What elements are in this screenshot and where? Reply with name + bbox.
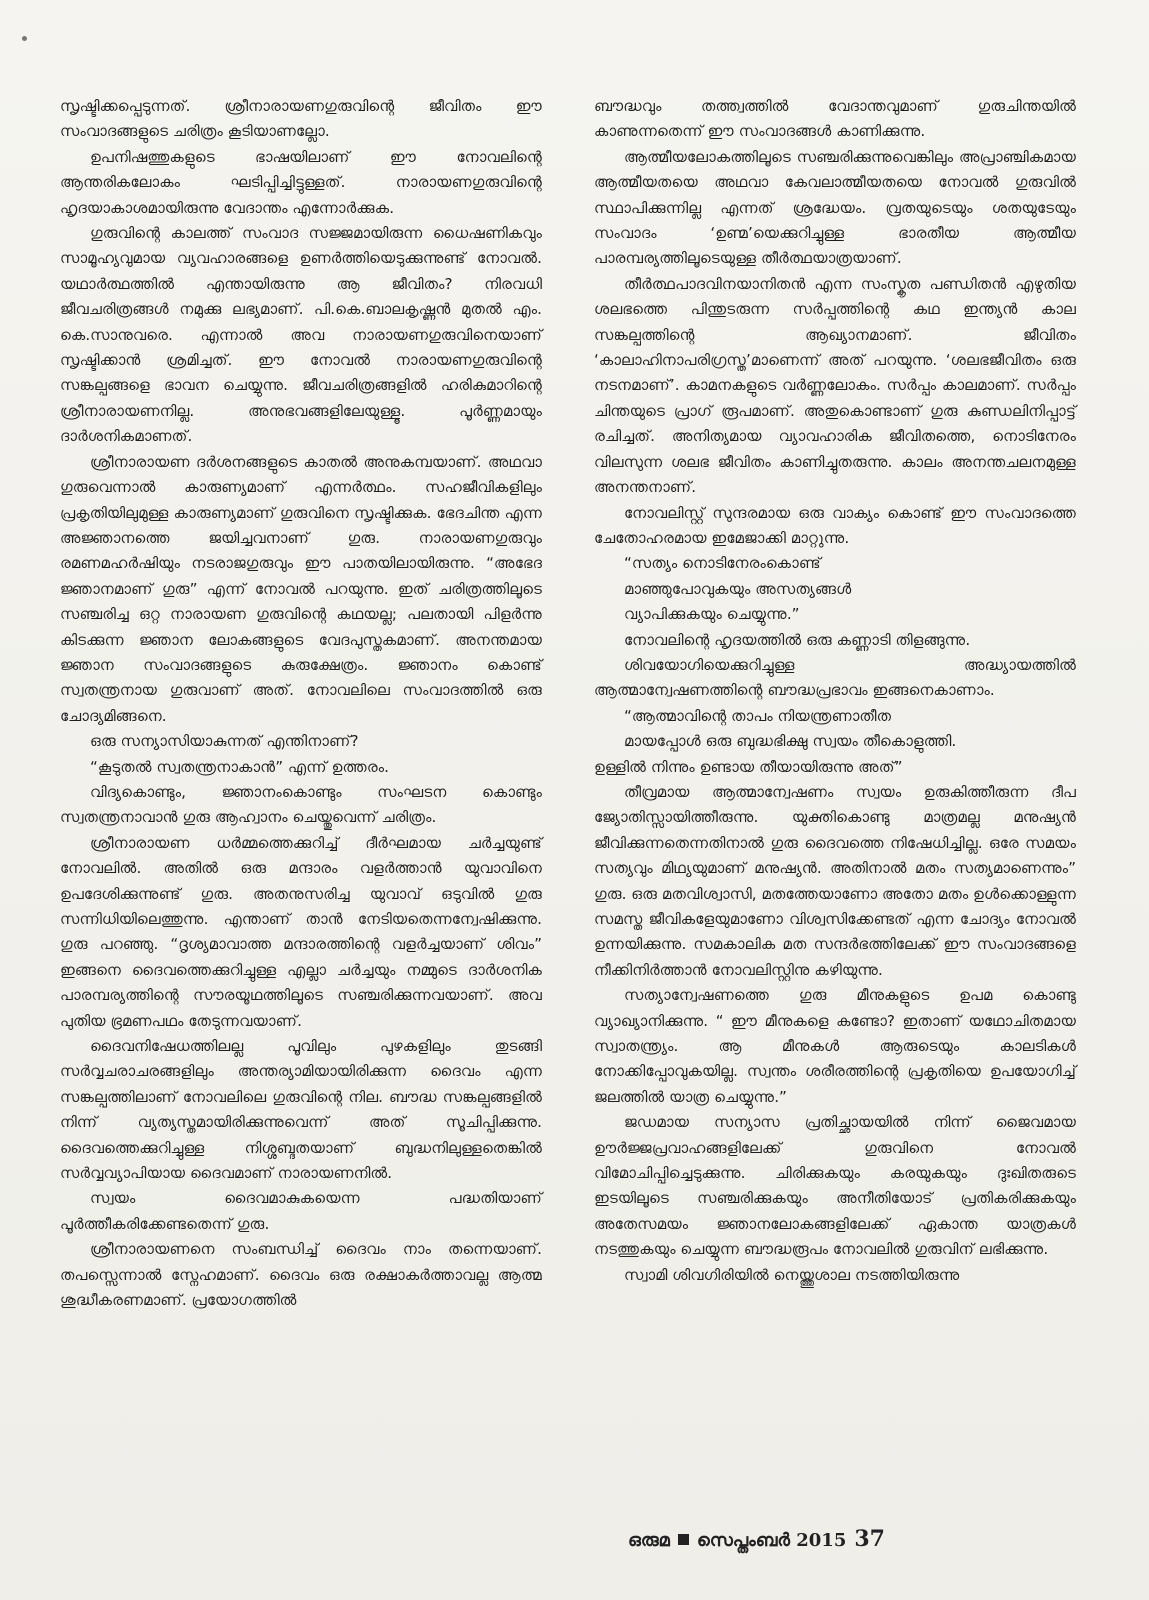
paragraph: ഗുരുവിന്റെ കാലത്ത് സംവാദ സജ്ജമായിരുന്ന ധൈഷണികവും സാമൂഹ്യവുമായ വ്യവഹാരങ്ങളെ ഉണർത്തിയെടുക്കുന്നുണ്ട് നോവൽ. യഥാർത്ഥത്തിൽ എന്തായിരുന്നു ആ ജീവിതം? നിരവധി ജീവചരിത്രങ്ങൾ നമുക്കു ലഭ്യമാണ്. പി.കെ.ബാലകൃഷ്ണൻ മുതൽ എം. കെ.സാനുവരെ. എന്നാൽ അവ നാരായണഗുരുവിനെയാണ് സൃഷ്ടിക്കാൻ ശ്രമിച്ചത്. ഈ നോവൽ നാരായണഗുരുവിന്റെ സങ്കല്പങ്ങളെ ഭാവന ചെയ്യുന്നു. ജീവചരിത്രങ്ങളിൽ ഹരികുമാറിന്റെ ശ്രീനാരായണനില്ല. അനുഭവങ്ങളിലേയുള്ളൂ. പൂർണ്ണമായും ദാർശനികമാണത്. <box>60 224 542 446</box>
paragraph: നോവലിസ്റ്റ് സുന്ദരമായ ഒരു വാക്യം കൊണ്ട് ഈ സംവാദത്തെ ചേതോഹരമായ ഇമേജാക്കി മാറ്റുന്നു. <box>594 503 1076 547</box>
quote-line: ഉള്ളിൽ നിന്നും ഉണ്ടായ തീയായിരുന്നു അത്” <box>594 757 903 776</box>
paragraph: ആത്മീയലോകത്തിലൂടെ സഞ്ചരിക്കുന്നുവെങ്കിലും അപ്രാഞ്ചികമായ ആത്മീയതയെ അഥവാ കേവലാത്മീയതയെ നോവൽ ഗുരുവിൽ സ്ഥാപിക്കുന്നില്ല എന്നത് ശ്രദ്ധേയം. വ്രതയുടെയും ശതയുടേയും സംവാദം ‘ഉണ്മ’യെക്കുറിച്ചുള്ള ഭാരതീയ ആത്മീയ പാരമ്പര്യത്തിലൂടെയുള്ള തീർത്ഥയാത്രയാണ്. <box>594 147 1076 268</box>
dialogue-line: “കൂടുതൽ സ്വതന്ത്രനാകാൻ” എന്ന് ഉത്തരം. <box>90 757 389 776</box>
paragraph: സ്വാമി ശിവഗിരിയിൽ നെയ്ത്തുശാല നടത്തിയിരുന്നു <box>624 1265 960 1284</box>
paragraph: ശ്രീനാരായണ ദർശനങ്ങളുടെ കാതൽ അനുകമ്പയാണ്. അഥവാ ഗുരുവെന്നാൽ കാരുണ്യമാണ് എന്നർത്ഥം. സഹജീവികളിലും പ്രകൃതിയിലുമുള്ള കാരുണ്യമാണ് ഗുരുവിനെ സൃഷ്ടിക്കുക. ഭേദചിന്ത എന്ന അജ്ഞാനത്തെ ജയിച്ചവനാണ് ഗുരു. നാരായണഗുരുവും രമണമഹർഷിയും നടരാജഗുരുവും ഈ പാതയിലായിരുന്നു. “അഭേദ ജ്ഞാനമാണ് ഗുരു” എന്ന് നോവൽ പറയുന്നു. ഇത് ചരിത്രത്തിലൂടെ സഞ്ചരിച്ച ഒറ്റ നാരായണ ഗുരുവിന്റെ കഥയല്ല; പലതായി പിളർന്നു കിടക്കുന്ന ജ്ഞാന ലോകങ്ങളുടെ വേദപുസ്തകമാണ്. അനന്തമായ ജ്ഞാന സംവാദങ്ങളുടെ കുരുക്ഷേത്രം. ജ്ഞാനം കൊണ്ട് സ്വതന്ത്രനായ ഗുരുവാണ് അത്. നോവലിലെ സംവാദത്തിൽ ഒരു ചോദ്യമിങ്ങനെ. <box>60 452 542 725</box>
paragraph: ശ്രീനാരായണനെ സംബന്ധിച്ച് ദൈവം നാം തന്നെയാണ്. തപസ്സെന്നാൽ സ്നേഹമാണ്. ദൈവം ഒരു രക്ഷാകർത്താവല്ല ആത്മ ശുദ്ധീകരണമാണ്. പ്രയോഗത്തിൽ <box>60 1240 542 1310</box>
paragraph: ദൈവനിഷേധത്തിലല്ല പൂവിലും പുഴകളിലും തുടങ്ങി സർവ്വചരാചരങ്ങളിലും അന്തര്യാമിയായിരിക്കുന്ന ദൈവം എന്ന സങ്കല്പത്തിലാണ് നോവലിലെ ഗുരുവിന്റെ നില. ബൗദ്ധ സങ്കല്പങ്ങളിൽ നിന്ന് വ്യത്യസ്തമായിരിക്കുന്നുവെന്ന് അത് സൂചിപ്പിക്കുന്നു. ദൈവത്തെക്കുറിച്ചുള്ള നിശ്ശബ്ദതയാണ് ബുദ്ധനിലുള്ളതെങ്കിൽ സർവ്വവ്യാപിയായ ദൈവമാണ് നാരായണനിൽ. <box>60 1037 542 1183</box>
paragraph: സത്യാന്വേഷണത്തെ ഗുരു മീനുകളുടെ ഉപമ കൊണ്ടു വ്യാഖ്യാനിക്കുന്നു. “ ഈ മീനുകളെ കണ്ടോ? ഇതാണ് യഥോചിതമായ സ്വാതന്ത്ര്യം. ആ മീനുകൾ ആരുടെയും കാലടികൾ നോക്കിപ്പോവുകയില്ല. സ്വന്തം ശരീരത്തിന്റെ പ്രകൃതിയെ ഉപയോഗിച്ച് ജലത്തിൽ യാത്ര ചെയ്യുന്നു.” <box>594 986 1076 1106</box>
quote-line: “ആത്മാവിന്റെ താപം നിയന്ത്രണാതീത <box>624 706 892 725</box>
left-column <box>60 94 542 1314</box>
quote-line: “സത്യം നൊടിനേരംകൊണ്ട് <box>624 554 821 573</box>
paragraph: സ്വയം ദൈവമാകുകയെന്ന പദ്ധതിയാണ് പൂർത്തീകരിക്കേണ്ടതെന്ന് ഗുരു. <box>60 1189 542 1233</box>
paper-speck <box>22 36 27 41</box>
paragraph: നോവലിന്റെ ഹൃദയത്തിൽ ഒരു കണ്ണാടി തിളങ്ങുന്നു. <box>624 630 971 649</box>
dialogue-line: ഒരു സന്യാസിയാകുന്നത് എന്തിനാണ്? <box>90 732 359 751</box>
magazine-name: ഒരുമ <box>628 1530 670 1551</box>
quote-line: മായപ്പോൾ ഒരു ബുദ്ധഭിക്ഷു സ്വയം തീകൊളുത്തി. <box>624 732 957 751</box>
quote-line: മാഞ്ഞുപോവുകയും അസത്യങ്ങൾ <box>624 579 852 598</box>
paragraph: ജഡമായ സന്യാസ പ്രതിച്ഛായയിൽ നിന്ന് ജൈവമായ ഊർജ്ജപ്രവാഹങ്ങളിലേക്ക് ഗുരുവിനെ നോവൽ വിമോചിപ്പിച്ചെടുക്കുന്നു. ചിരിക്കുകയും കരയുകയും ദുഃഖിതരുടെ ഇടയിലൂടെ സഞ്ചരിക്കുകയും അനീതിയോട് പ്രതികരിക്കുകയും അതേസമയം ജ്ഞാനലോകങ്ങളിലേക്ക് ഏകാന്ത യാത്രകൾ നടത്തുകയും ചെയ്യുന്ന ബൗദ്ധരൂപം നോവലിൽ ഗുരുവിന് ലഭിക്കുന്നു. <box>594 1113 1076 1259</box>
page-footer <box>628 1526 885 1552</box>
paragraph: തീവ്രമായ ആത്മാന്വേഷണം സ്വയം ഉരുകിത്തീരുന്ന ദീപ ജ്യോതിസ്സായിത്തീരുന്നു. യുക്തികൊണ്ടു മാത്രമല്ല മനുഷ്യൻ ജീവിക്കുന്നതെന്നതിനാൽ ഗുരു ദൈവത്തെ നിഷേധിച്ചില്ല. ഒരേ സമയം സത്യവും മിഥ്യയുമാണ് മനുഷ്യൻ. അതിനാൽ മതം സത്യമാണെന്നും” ഗുരു. ഒരു മതവിശ്വാസി, മതത്തേയാണോ അതോ മതം ഉൾക്കൊള്ളുന്ന സമസ്ത ജീവികളേയുമാണോ വിശ്വസിക്കേണ്ടത് എന്ന ചോദ്യം നോവൽ ഉന്നയിക്കുന്നു. സമകാലിക മത സന്ദർഭത്തിലേക്ക് ഈ സംവാദങ്ങളെ നീക്കിനിർത്താൻ നോവലിസ്റ്റിനു കഴിയുന്നു. <box>594 782 1076 979</box>
paragraph: സൃഷ്ടിക്കപ്പെടുന്നത്. ശ്രീനാരായണഗുരുവിന്റെ ജീവിതം ഈ സംവാദങ്ങളുടെ ചരിത്രം കൂടിയാണല്ലോ. <box>60 97 542 141</box>
paragraph: തീർത്ഥപാദവിനയാനിതൻ എന്ന സംസ്കൃത പണ്ഡിതൻ എഴുതിയ ശലഭത്തെ പിന്തുടരുന്ന സർപ്പത്തിന്റെ കഥ ഇന്ത്യൻ കാല സങ്കല്പത്തിന്റെ ആഖ്യാനമാണ്. ജീവിതം ‘കാലാഹിനാപരിഗ്രസ്ത’മാണെന്ന് അത് പറയുന്നു. ‘ശലഭജീവിതം ഒരു നടനമാണ്’. കാമനകളുടെ വർണ്ണലോകം. സർപ്പം കാലമാണ്. സർപ്പം ചിന്തയുടെ പ്രാഗ് രൂപമാണ്. അതുകൊണ്ടാണ് ഗുരു കുണ്ഡലിനിപ്പാട്ട് രചിച്ചത്. അനിത്യമായ വ്യാവഹാരിക ജീവിതത്തെ, നൊടിനേരം വിലസുന്ന ശലഭ ജീവിതം കാണിച്ചുതരുന്നു. കാലം അനന്തചലനമുള്ള അനന്തനാണ്. <box>594 274 1076 497</box>
issue-date: സെപ്തംബർ 2015 <box>696 1530 847 1551</box>
paragraph: ശിവയോഗിയെക്കുറിച്ചുള്ള അദ്ധ്യായത്തിൽ ആത്മാന്വേഷണത്തിന്റെ ബൗദ്ധപ്രഭാവം ഇങ്ങനെകാണാം. <box>594 655 1076 700</box>
page-number: 37 <box>854 1526 885 1552</box>
right-column <box>594 94 1076 1288</box>
paragraph: ഉപനിഷത്തുകളുടെ ഭാഷയിലാണ് ഈ നോവലിന്റെ ആന്തരികലോകം ഘടിപ്പിച്ചിട്ടുള്ളത്. നാരായണഗുരുവിന്റെ ഹൃദയാകാശമായിരുന്നു വേദാന്തം എന്നോർക്കുക. <box>60 147 542 217</box>
paragraph: വിദ്യകൊണ്ടും, ജ്ഞാനംകൊണ്ടും സംഘടന കൊണ്ടും സ്വതന്ത്രനാവാൻ ഗുരു ആഹ്വാനം ചെയ്തുവെന്ന് ചരിത്രം. <box>60 782 542 827</box>
paragraph: ബൗദ്ധവും തത്ത്വത്തിൽ വേദാന്തവുമാണ് ഗുരുചിന്തയിൽ കാണുന്നതെന്ന് ഈ സംവാദങ്ങൾ കാണിക്കുന്നു. <box>594 97 1076 141</box>
square-separator-icon <box>678 1534 689 1545</box>
paragraph: ശ്രീനാരായണ ധർമ്മത്തെക്കുറിച്ച് ദീർഘമായ ചർച്ചയുണ്ട് നോവലിൽ. അതിൽ ഒരു മന്ദാരം വളർത്താൻ യുവാവിനെ ഉപദേശിക്കുന്നുണ്ട് ഗുരു. അതനുസരിച്ച യുവാവ് ഒടുവിൽ ഗുരു സന്നിധിയിലെത്തുന്നു. എന്താണ് താൻ നേടിയതെന്നന്വേഷിക്കുന്നു. ഗുരു പറഞ്ഞു. “ദൃശ്യമാവാത്ത മന്ദാരത്തിന്റെ വളർച്ചയാണ് ശിവം” ഇങ്ങനെ ദൈവത്തെക്കുറിച്ചുള്ള എല്ലാ ചർച്ചയും നമ്മുടെ ദാർശനിക പാരമ്പര്യത്തിന്റെ സൗരയൂഥത്തിലൂടെ സഞ്ചരിക്കുന്നവയാണ്. അവ പുതിയ ഭ്രമണപഥം തേടുന്നവയാണ്. <box>60 833 542 1030</box>
quote-line: വ്യാപിക്കുകയും ചെയ്യുന്നു.” <box>624 605 800 624</box>
